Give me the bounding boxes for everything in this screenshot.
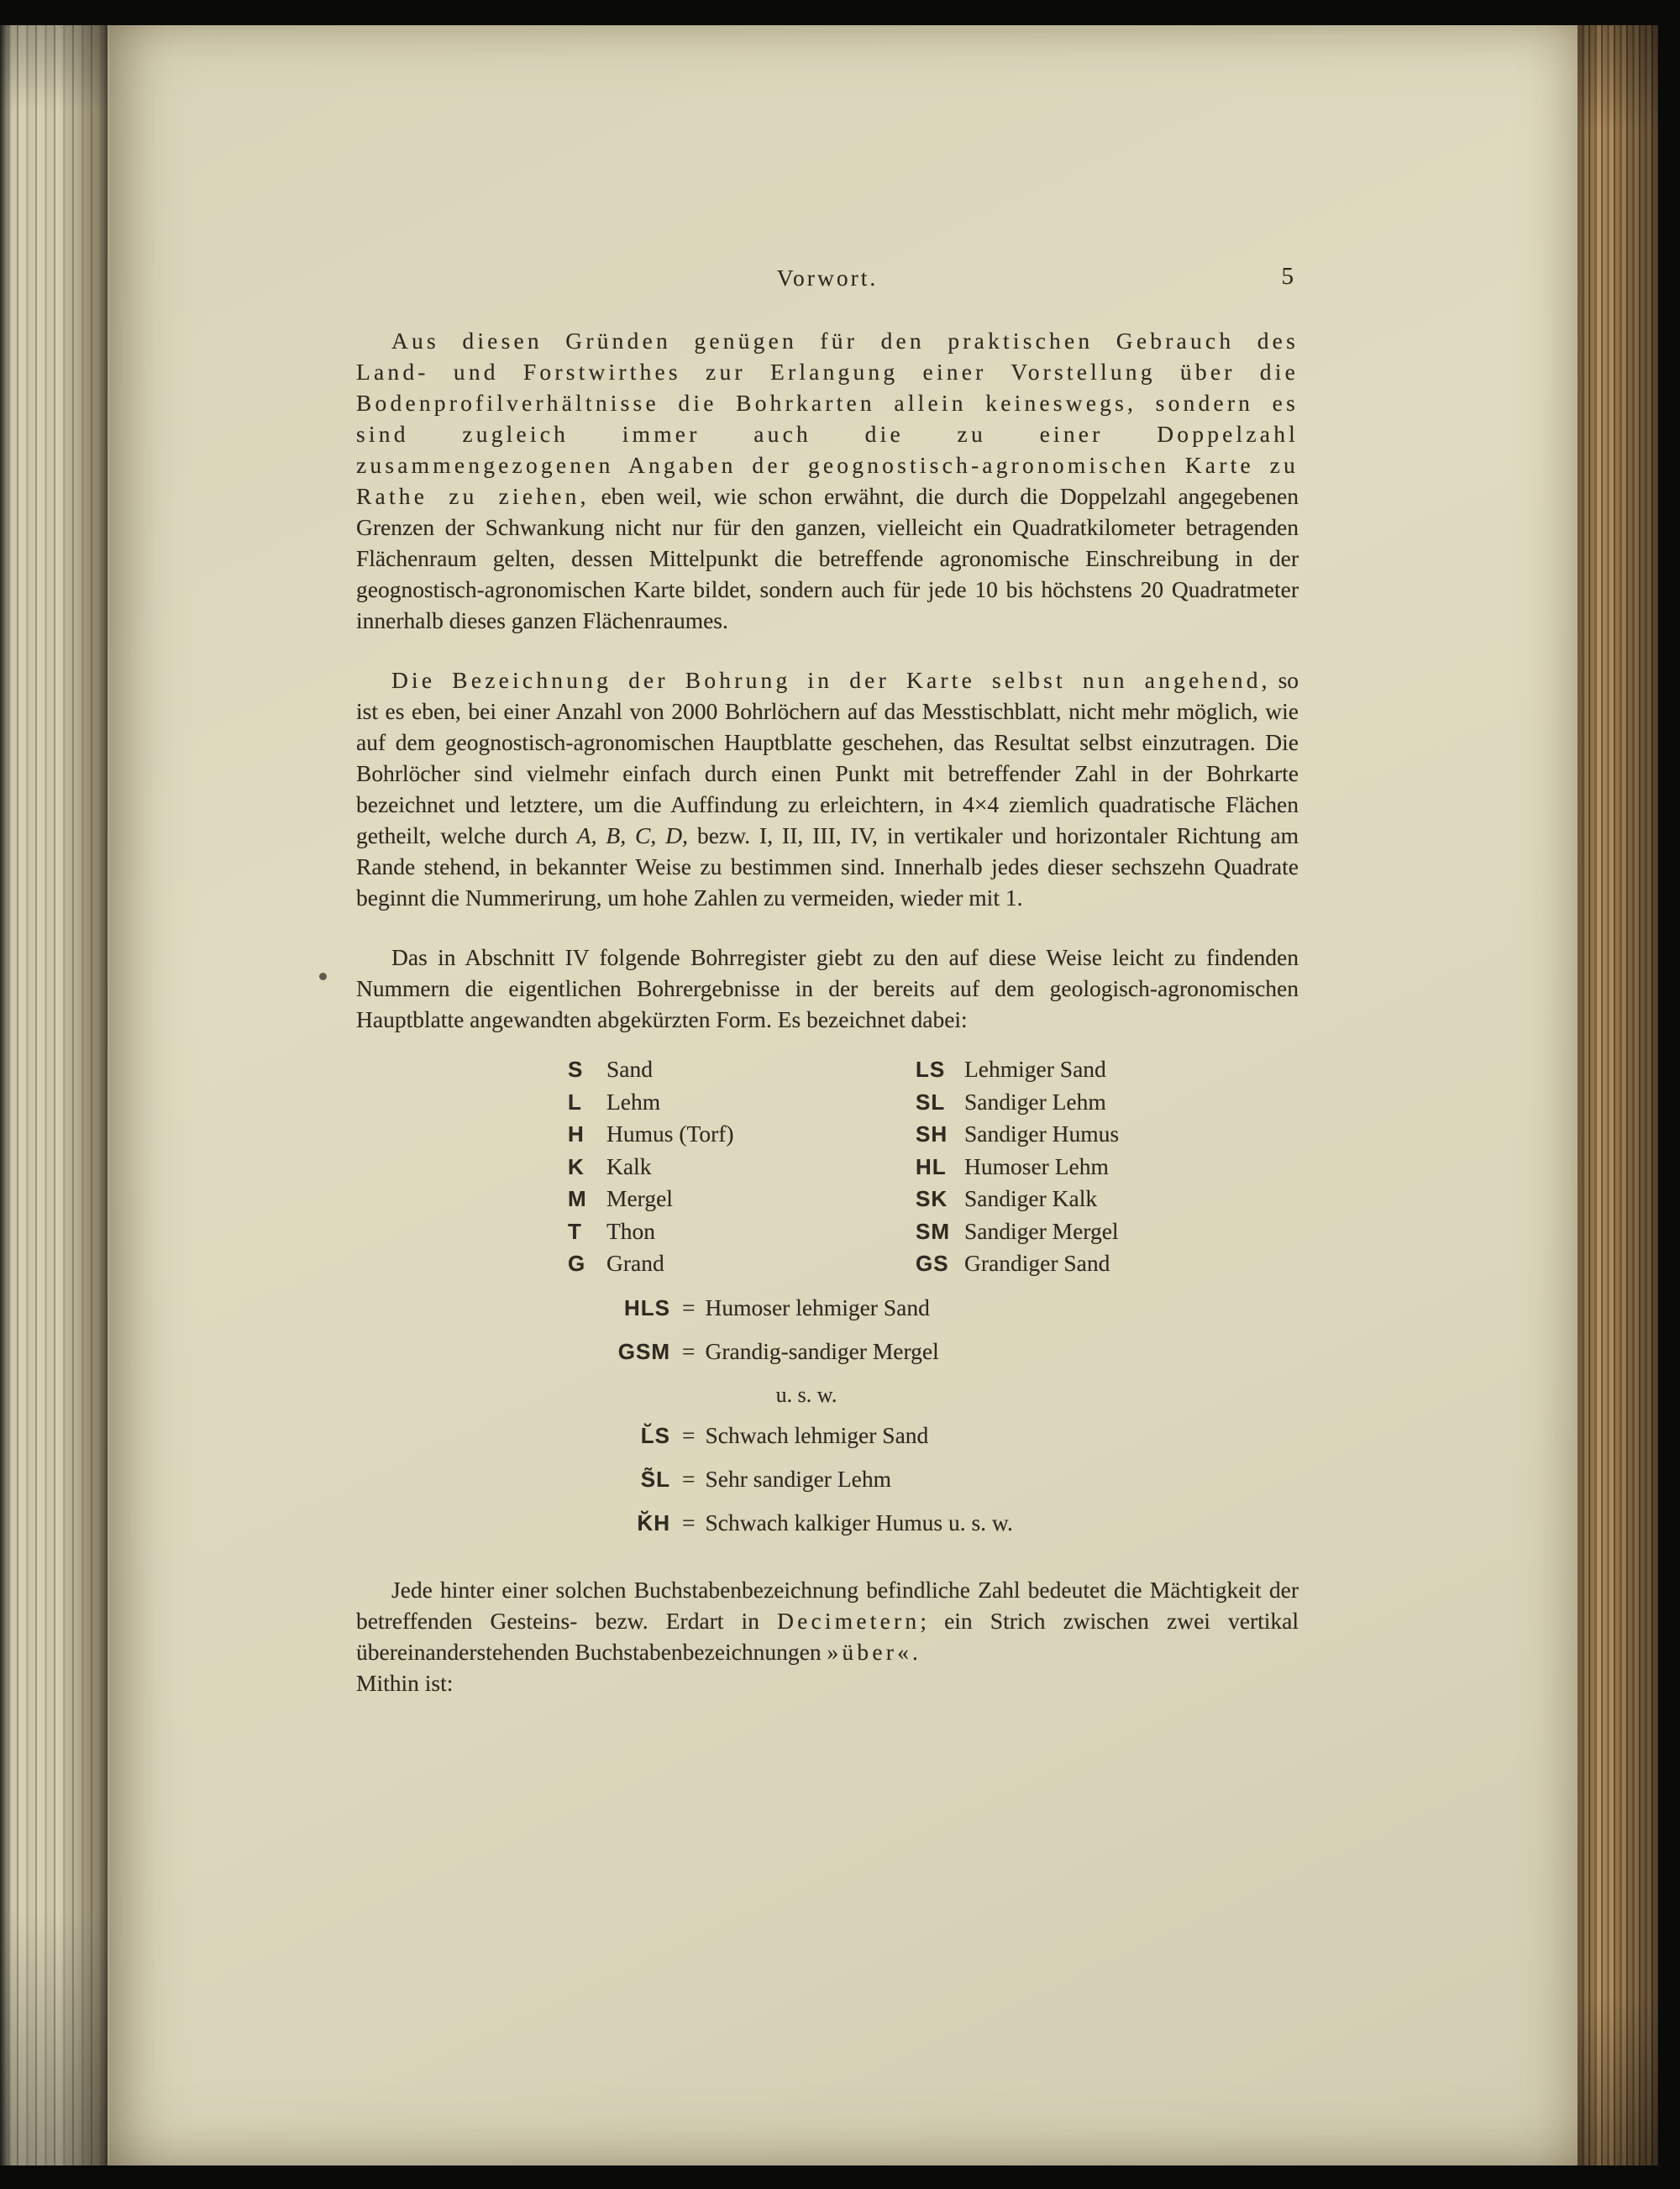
abbr-term: Sandiger Mergel bbox=[964, 1217, 1119, 1244]
abbr-term: Humus (Torf) bbox=[606, 1121, 734, 1147]
abbr-key: L̆S bbox=[640, 1422, 670, 1448]
equals-sign: = bbox=[682, 1294, 696, 1320]
right-page-edges bbox=[1578, 25, 1658, 2165]
ink-speck-artifact bbox=[319, 973, 327, 980]
closing-line: Mithin ist: bbox=[356, 1669, 454, 1696]
abbr-key: S bbox=[568, 1057, 584, 1082]
abbr-term: Sand bbox=[606, 1056, 653, 1082]
abbrev-row bbox=[356, 1053, 1299, 1086]
abbrev-row bbox=[356, 1247, 1299, 1280]
abbr-key: K bbox=[568, 1153, 585, 1179]
abbr-term: Sehr sandiger Lehm bbox=[705, 1465, 891, 1492]
running-head-title: Vorwort. bbox=[776, 265, 879, 291]
equals-sign: = bbox=[682, 1465, 696, 1492]
abbr-term: Grandiger Sand bbox=[964, 1250, 1110, 1276]
page-number: 5 bbox=[1281, 263, 1294, 290]
abbrev-row bbox=[356, 1183, 1299, 1215]
abbr-key: GS bbox=[916, 1251, 949, 1276]
abbreviation-table bbox=[356, 1053, 1299, 1280]
abbr-term: Lehmiger Sand bbox=[964, 1056, 1106, 1082]
abbr-key: HL bbox=[916, 1153, 947, 1179]
paragraph-3: Das in Abschnitt IV folgende Bohrregister giebt zu den auf diese Weise leicht zu findenden Nummern die eigentlichen Bohrergebnisse in der bereits auf dem geologisch-agronomischen Hauptblatte angewandten abgekürzten Form. Es bezeichnet dabei: bbox=[356, 944, 1299, 1032]
page-header bbox=[356, 262, 1299, 293]
abbr-key: T bbox=[568, 1218, 582, 1244]
abbr-term: Lehm bbox=[606, 1088, 661, 1115]
abbr-key: K̆H bbox=[637, 1509, 670, 1535]
etcetera-label: u. s. w. bbox=[775, 1382, 837, 1407]
abbr-term: Sandiger Lehm bbox=[964, 1088, 1106, 1115]
equals-sign: = bbox=[682, 1421, 696, 1448]
abbr-key: M bbox=[568, 1186, 587, 1211]
abbr-term: Mergel bbox=[606, 1185, 673, 1211]
paragraph-4-emphasized-b: »über« bbox=[827, 1638, 913, 1665]
paragraph-4-emphasized-a: Decimetern bbox=[777, 1607, 921, 1634]
abbr-key: SL bbox=[916, 1089, 946, 1115]
abbrev-row bbox=[356, 1086, 1299, 1119]
paragraph-2-text-a: so ist es eben, bei einer Anzahl von 2000 Bohrlöchern auf das Messtischblatt, nicht mehr möglich, wie auf dem geognostisch-agronomischen Hauptblatte geschehen, das Resultat selbst einzutragen. Die Bohrlöcher sind vielmehr einfach durch einen Punkt mit betreffender Zahl in der Bohrkarte bezeichnet und letztere, um die Auffindung zu erleichtern, in 4×4 ziemlich quadratische Flächen getheilt, welche durch bbox=[356, 667, 1299, 848]
abbr-key: G bbox=[568, 1251, 586, 1276]
abbr-key: HLS bbox=[624, 1294, 670, 1320]
abbr-term: Humoser Lehm bbox=[964, 1152, 1109, 1179]
book-page bbox=[108, 25, 1578, 2165]
paragraph-2-text-b: bezw. I, II, III, IV, in vertikaler und horizontaler Richtung am Rande stehend, in bekannter Weise zu bestimmen sind. Innerhalb jedes dieser sechszehn Quadrate beginnt die Nummerirung, um hohe Zahlen zu vermeiden, wieder mit 1. bbox=[356, 822, 1299, 911]
abbr-term: Kalk bbox=[606, 1152, 652, 1179]
abbr-term: Schwach lehmiger Sand bbox=[705, 1421, 929, 1448]
paragraph-1-emphasized: Aus diesen Gründen genügen für den praktischen Gebrauch des Land- und Forstwirthes zur Erlangung einer Vorstellung über die Bodenprofilverhältnisse die Bohrkarten allein keineswegs, sondern es sind zugleich immer auch die zu einer Doppelzahl zusammengezogenen Angaben der geognostisch-agronomischen Karte zu Rathe zu ziehen, bbox=[356, 328, 1299, 509]
abbr-term: Sandiger Kalk bbox=[964, 1185, 1098, 1211]
abbr-key: GSM bbox=[617, 1338, 670, 1364]
abbr-key: SH bbox=[916, 1121, 948, 1147]
paragraph-4-text-a: Jede hinter einer solchen Buchstabenbezeichnung befindliche Zahl bedeutet die Mächtigkeit der betreffenden Gesteins- bezw. Erdart in bbox=[356, 1576, 1299, 1634]
paragraph-1 bbox=[356, 325, 1299, 636]
abbr-term: Thon bbox=[606, 1217, 656, 1244]
abbr-term: Humoser lehmiger Sand bbox=[705, 1294, 930, 1320]
abbr-key: LS bbox=[916, 1057, 946, 1082]
modified-abbrev-row bbox=[356, 1507, 1299, 1551]
paragraph-4-text-c: . bbox=[912, 1638, 918, 1665]
abbrev-row bbox=[356, 1151, 1299, 1184]
abbr-term: Schwach kalkiger Humus u. s. w. bbox=[705, 1509, 1013, 1535]
abbr-key: L bbox=[568, 1089, 582, 1115]
modified-abbrev-row bbox=[356, 1420, 1299, 1463]
paragraph-2-italic-letters: A, B, C, D, bbox=[576, 822, 688, 848]
abbrev-row bbox=[356, 1215, 1299, 1248]
abbr-key: SM bbox=[916, 1218, 950, 1244]
combined-abbrev-row bbox=[356, 1336, 1299, 1379]
combined-abbreviations bbox=[356, 1292, 1299, 1551]
paragraph-2-emphasized: Die Bezeichnung der Bohrung in der Karte selbst nun angehend, bbox=[391, 667, 1271, 693]
paragraph-4-text-b: ; ein Strich zwischen zwei vertikal übereinanderstehenden Buchstabenbezeichnungen bbox=[356, 1607, 1299, 1665]
left-page-edges bbox=[0, 25, 108, 2165]
paragraph-2 bbox=[356, 664, 1299, 913]
equals-sign: = bbox=[682, 1337, 696, 1364]
paragraph-4 bbox=[356, 1574, 1299, 1667]
combined-abbrev-row bbox=[356, 1292, 1299, 1336]
text-block bbox=[356, 262, 1299, 1698]
abbrev-row bbox=[356, 1118, 1299, 1151]
abbr-term: Grand bbox=[606, 1250, 664, 1276]
abbr-key: SK bbox=[916, 1186, 948, 1211]
equals-sign: = bbox=[682, 1509, 696, 1535]
abbr-term: Sandiger Humus bbox=[964, 1121, 1120, 1147]
abbr-term: Grandig-sandiger Mergel bbox=[705, 1337, 939, 1364]
abbr-key: H bbox=[568, 1121, 585, 1147]
modified-abbrev-row bbox=[356, 1463, 1299, 1507]
abbr-key: S̃L bbox=[640, 1466, 670, 1492]
paragraph-1-text: eben weil, wie schon erwähnt, die durch die Doppelzahl angegebenen Grenzen der Schwankung nicht nur für den ganzen, vielleicht ein Quadratkilometer betragenden Flächenraum gelten, dessen Mittelpunkt die betreffende agronomische Einschreibung in der geognostisch-agronomischen Karte bildet, sondern auch für jede 10 bis höchstens 20 Quadratmeter innerhalb dieses ganzen Flächenraumes. bbox=[356, 483, 1299, 633]
